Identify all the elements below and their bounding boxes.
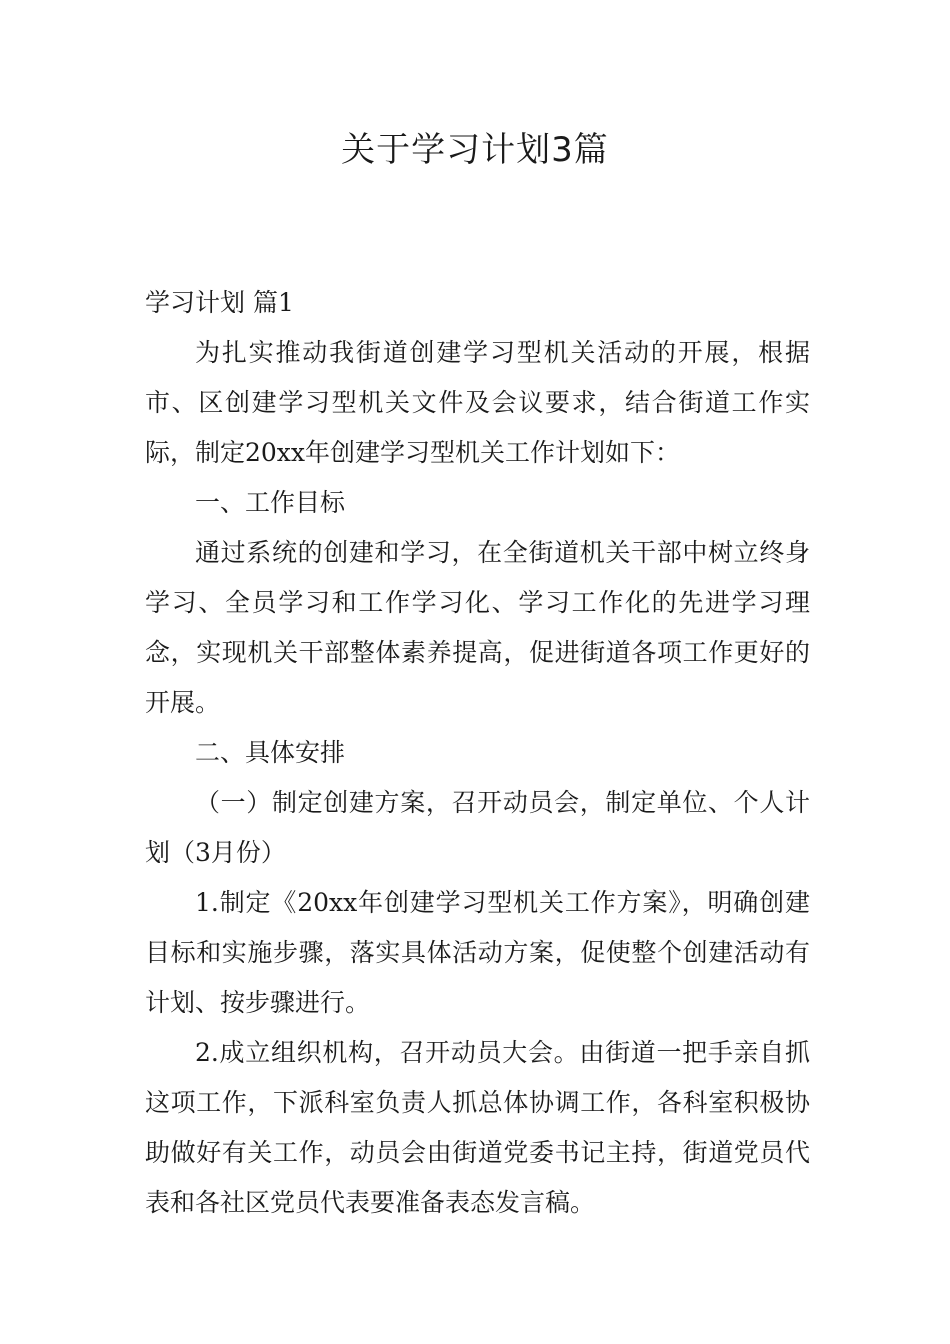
document-title: 关于学习计划3篇 — [341, 130, 609, 170]
document-body — [145, 278, 810, 1228]
subheading-step-one: （一）制定创建方案，召开动员会，制定单位、个人计划（3月份） — [145, 788, 810, 867]
heading-work-goals: 一、工作目标 — [195, 488, 346, 517]
section-heading: 学习计划 篇1 — [145, 288, 294, 317]
paragraph-item-1: 1.制定《20xx年创建学习型机关工作方案》，明确创建目标和实施步骤，落实具体活动方案，促使整个创建活动有计划、按步骤进行。 — [145, 888, 810, 1017]
paragraph-goals: 通过系统的创建和学习，在全街道机关干部中树立终身学习、全员学习和工作学习化、学习工作化的先进学习理念，实现机关干部整体素养提高，促进街道各项工作更好的开展。 — [145, 538, 810, 717]
heading-arrangements: 二、具体安排 — [195, 738, 346, 767]
paragraph-intro: 为扎实推动我街道创建学习型机关活动的开展，根据市、区创建学习型机关文件及会议要求，结合街道工作实际，制定20xx年创建学习型机关工作计划如下： — [145, 338, 810, 467]
paragraph-item-2: 2.成立组织机构，召开动员大会。由街道一把手亲自抓这项工作，下派科室负责人抓总体协调工作，各科室积极协助做好有关工作，动员会由街道党委书记主持，街道党员代表和各社区党员代表要准备表态发言稿。 — [145, 1038, 810, 1217]
